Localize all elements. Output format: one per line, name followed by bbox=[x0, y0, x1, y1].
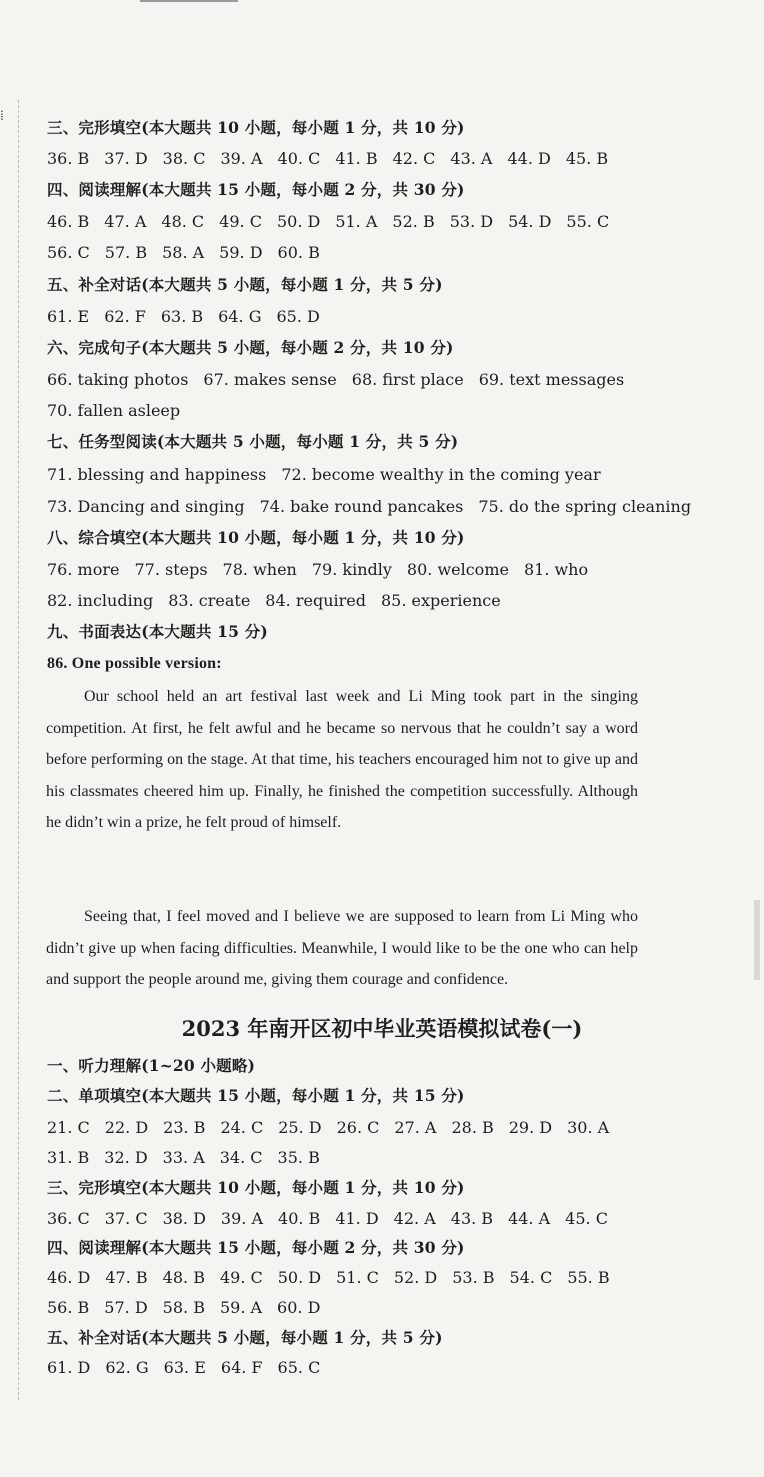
answer-row: 71. blessing and happiness 72. become wealthy in the coming year bbox=[47, 465, 601, 484]
section-heading: 五、补全对话(本大题共 5 小题，每小题 1 分，共 5 分) bbox=[47, 275, 443, 294]
answer-row: 82. including 83. create 84. required 85. experience bbox=[47, 591, 501, 610]
section-heading: 二、单项填空(本大题共 15 小题，每小题 1 分，共 15 分) bbox=[47, 1086, 465, 1105]
answer-row: 66. taking photos 67. makes sense 68. first place 69. text messages bbox=[47, 370, 625, 389]
exam-title: 2023 年南开区初中毕业英语模拟试卷(一) bbox=[181, 1016, 583, 1041]
answer-row: 56. B 57. D 58. B 59. A 60. D bbox=[47, 1298, 321, 1317]
answer-row: 21. C 22. D 23. B 24. C 25. D 26. C 27. A 28. B 29. D 30. A bbox=[47, 1118, 610, 1137]
answer-row: 36. C 37. C 38. D 39. A 40. B 41. D 42. A 43. B 44. A 45. C bbox=[47, 1209, 608, 1228]
section-heading: 三、完形填空(本大题共 10 小题，每小题 1 分，共 10 分) bbox=[47, 1178, 465, 1197]
section-heading: 四、阅读理解(本大题共 15 小题，每小题 2 分，共 30 分) bbox=[47, 1238, 465, 1257]
answer-row: 73. Dancing and singing 74. bake round pancakes 75. do the spring cleaning bbox=[47, 497, 692, 516]
section-heading: 三、完形填空(本大题共 10 小题，每小题 1 分，共 10 分) bbox=[47, 118, 465, 137]
essay-paragraph: Seeing that, I feel moved and I believe we are supposed to learn from Li Ming who didn’t give up when facing difficulties. Meanwhile, I would like to be the one who can help and support the people around me, giving them courage and confidence. bbox=[46, 908, 638, 988]
answer-row: 31. B 32. D 33. A 34. C 35. B bbox=[47, 1148, 320, 1167]
section-heading: 六、完成句子(本大题共 5 小题，每小题 2 分，共 10 分) bbox=[47, 338, 454, 357]
section-heading: 五、补全对话(本大题共 5 小题，每小题 1 分，共 5 分) bbox=[47, 1328, 443, 1347]
edge-shadow bbox=[754, 900, 760, 980]
answer-row: 70. fallen asleep bbox=[47, 401, 181, 420]
section-heading: 四、阅读理解(本大题共 15 小题，每小题 2 分，共 30 分) bbox=[47, 180, 465, 199]
answer-row: 46. B 47. A 48. C 49. C 50. D 51. A 52. B 53. D 54. D 55. C bbox=[47, 212, 610, 231]
answer-row: 76. more 77. steps 78. when 79. kindly 80. welcome 81. who bbox=[47, 560, 589, 579]
section-heading: 八、综合填空(本大题共 10 小题，每小题 1 分，共 10 分) bbox=[47, 528, 465, 547]
answer-row: 56. C 57. B 58. A 59. D 60. B bbox=[47, 243, 320, 262]
answer-row: 36. B 37. D 38. C 39. A 40. C 41. B 42. C 43. A 44. D 45. B bbox=[47, 149, 609, 168]
answer-row: 46. D 47. B 48. B 49. C 50. D 51. C 52. D 53. B 54. C 55. B bbox=[47, 1268, 610, 1287]
binding-margin-line bbox=[18, 100, 19, 1400]
answer-row: 61. D 62. G 63. E 64. F 65. C bbox=[47, 1358, 321, 1377]
answer-row: 61. E 62. F 63. B 64. G 65. D bbox=[47, 307, 320, 326]
essay-paragraph: Our school held an art festival last week and Li Ming took part in the singing competition. At first, he felt awful and he became so nervous that he couldn’t say a word before performing on the stage. At that time, his teachers encouraged him not to give up and his classmates cheered him up. Finally, he finished the competition successfully. Although he didn’t win a prize, he felt proud of himself. bbox=[46, 688, 638, 831]
top-rule bbox=[140, 0, 238, 2]
section-heading: 七、任务型阅读(本大题共 5 小题，每小题 1 分，共 5 分) bbox=[47, 432, 459, 451]
section-heading: 九、书面表达(本大题共 15 分) bbox=[47, 622, 268, 641]
essay-label: 86. One possible version: bbox=[47, 655, 222, 672]
section-heading: 一、听力理解(1~20 小题略) bbox=[47, 1056, 256, 1075]
margin-mark: ⁞ bbox=[0, 108, 4, 124]
